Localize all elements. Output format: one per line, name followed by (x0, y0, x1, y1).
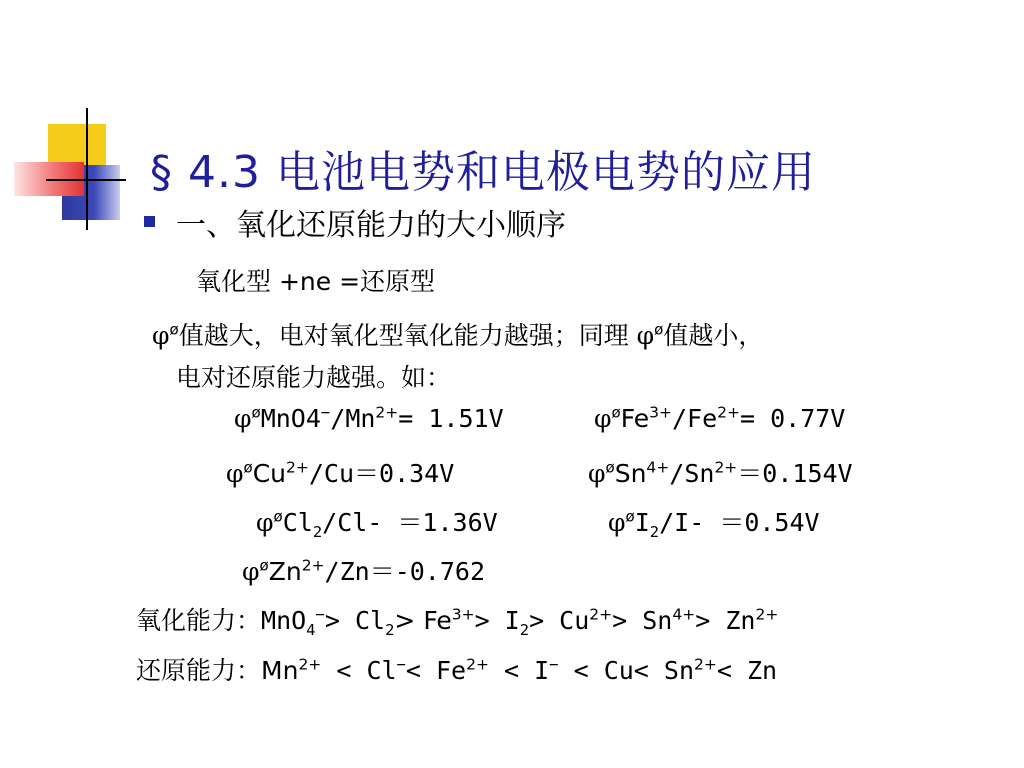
potential-value: = 1.51V (398, 404, 504, 433)
potential-value: = 0.77V (739, 404, 846, 433)
species-label: > Sn (612, 606, 673, 635)
potential-cl (256, 503, 498, 539)
species-label: < Cu< Sn (558, 656, 695, 685)
species-label: Mn (261, 656, 299, 685)
species-label: > Zn (695, 606, 756, 635)
species-label: /Fe (671, 404, 718, 433)
potential-value: ＝0.154V (737, 459, 853, 488)
charge-label: − (320, 403, 331, 422)
charge-label: 2+ (694, 655, 717, 674)
potential-i (608, 503, 820, 539)
species-label: < I (488, 656, 550, 685)
order-label: 氧化能力： (136, 606, 262, 635)
phi-symbol: φ (226, 459, 244, 488)
explanation-line-1 (152, 316, 763, 352)
charge-label: 2+ (589, 605, 613, 624)
charge-label: 4+ (646, 458, 670, 477)
phi-symbol: φ (242, 557, 260, 586)
charge-label: 2+ (755, 605, 779, 624)
bullet-square-icon (144, 216, 155, 227)
phi-symbol: φ (608, 508, 626, 537)
potential-cu (226, 454, 454, 490)
decor-horizontal-line (46, 179, 126, 181)
standard-mark: ø (251, 403, 261, 422)
potential-value: /I- ＝0.54V (659, 508, 820, 537)
species-label: Cu (252, 459, 287, 488)
subscript-label: 2 (519, 621, 530, 639)
standard-mark: ø (611, 403, 621, 422)
standard-mark: ø (273, 507, 283, 526)
species-label: Sn (614, 459, 647, 488)
species-label: Cl (282, 508, 313, 537)
charge-label: − (396, 655, 406, 674)
standard-mark: ø (654, 320, 664, 339)
subscript-label: 2 (649, 523, 660, 541)
potential-fe (594, 404, 845, 433)
charge-label: 2+ (298, 655, 322, 674)
species-label: MnO (261, 606, 307, 635)
explanation-part-1: 值越大，电对氧化型氧化能力越强；同理 (178, 321, 637, 350)
charge-label: 3+ (451, 605, 475, 624)
potential-mno4 (234, 404, 504, 433)
charge-label: 2+ (301, 556, 325, 575)
charge-label: 2+ (466, 655, 489, 674)
phi-symbol: φ (234, 404, 252, 433)
species-label: > Cl (324, 606, 386, 635)
half-reaction: 氧化型 +ne =还原型 (196, 267, 436, 296)
standard-mark: ø (605, 458, 615, 477)
potential-zn (242, 552, 485, 588)
reducing-order (136, 651, 777, 687)
species-label: < Fe (405, 656, 467, 685)
species-label: > Fe (394, 606, 452, 635)
charge-label: 4+ (672, 605, 696, 624)
charge-label: 2+ (375, 403, 399, 422)
standard-mark: ø (169, 320, 179, 339)
species-label: > Cu (529, 606, 590, 635)
decor-vertical-line (86, 108, 88, 230)
species-label: < Zn (716, 656, 778, 685)
standard-mark: ø (259, 556, 269, 575)
potential-value: /Zn＝-0.762 (324, 557, 486, 586)
phi-symbol: φ (256, 508, 274, 537)
charge-label: 2+ (714, 458, 738, 477)
charge-label: − (549, 655, 559, 674)
explanation-part-2: 值越小， (663, 321, 764, 350)
oxidizing-order (136, 601, 778, 637)
subscript-label: 4 (306, 621, 316, 639)
potential-value: /Cu＝0.34V (308, 459, 455, 488)
phi-symbol: φ (636, 321, 655, 350)
potential-value: /Cl- ＝1.36V (322, 508, 498, 537)
subscript-label: 2 (312, 523, 323, 541)
order-label: 还原能力： (136, 656, 262, 685)
potential-sn (588, 454, 853, 490)
charge-label: 3+ (649, 403, 672, 422)
section-heading: 一、氧化还原能力的大小顺序 (176, 208, 566, 243)
phi-symbol: φ (152, 321, 170, 350)
standard-mark: ø (243, 458, 253, 477)
charge-label: − (315, 605, 325, 624)
species-label: Fe (620, 404, 650, 433)
phi-symbol: φ (594, 404, 612, 433)
species-label: I (634, 508, 650, 537)
subscript-label: 2 (385, 621, 395, 639)
phi-symbol: φ (588, 459, 606, 488)
species-label: < Cl (321, 656, 397, 685)
species-label: /Sn (669, 459, 715, 488)
species-label: /Mn (330, 404, 376, 433)
charge-label: 2+ (286, 458, 309, 477)
explanation-line-2: 电对还原能力越强。如： (176, 363, 452, 392)
species-label: > I (474, 606, 520, 635)
species-label: MnO4 (260, 404, 321, 433)
species-label: Zn (268, 557, 302, 586)
standard-mark: ø (625, 507, 635, 526)
charge-label: 2+ (717, 403, 740, 422)
slide-title: § 4.3 电池电势和电极电势的应用 (150, 147, 816, 198)
